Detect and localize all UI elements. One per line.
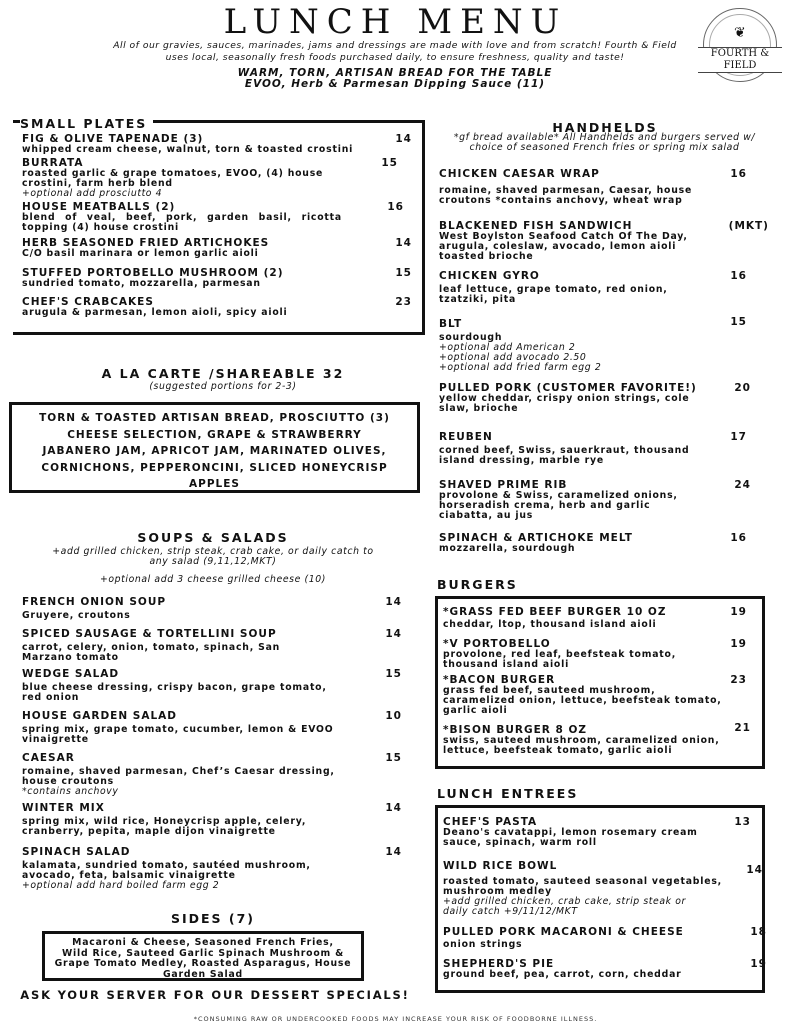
bread-line-2: EVOO, Herb & Parmesan Dipping Sauce (11) <box>244 78 546 90</box>
item-desc: romaine, shaved parmesan, Chef’s Caesar dressing, <box>22 766 335 777</box>
item-desc: swiss, sauteed mushroom, caramelized onion, <box>443 735 720 746</box>
entrees-title: LUNCH ENTREES <box>437 786 579 801</box>
menu-item <box>22 296 412 318</box>
item-desc: corned beef, Swiss, sauerkraut, thousand <box>439 445 690 456</box>
dessert-callout: ASK YOUR SERVER FOR OUR DESSERT SPECIALS! <box>20 988 410 1002</box>
menu-item <box>439 168 769 206</box>
menu-item <box>443 958 767 980</box>
menu-item <box>22 752 402 797</box>
item-name: HOUSE MEATBALLS (2) <box>22 201 176 213</box>
item-price: 17 <box>730 431 747 443</box>
item-desc: spring mix, wild rice, Honeycrisp apple, celery, <box>22 816 307 827</box>
item-desc: sundried tomato, mozzarella, parmesan <box>22 278 261 289</box>
entrees-box <box>435 805 765 993</box>
item-name: BURRATA <box>22 157 84 169</box>
item-desc: spring mix, grape tomato, cucumber, lemon & EVOO <box>22 724 334 735</box>
menu-item <box>22 710 402 745</box>
item-name: FRENCH ONION SOUP <box>22 596 167 608</box>
item-desc: cranberry, pepita, maple dijon vinaigrette <box>22 826 276 837</box>
small-plates-title: SMALL PLATES <box>20 116 153 131</box>
item-desc: toasted brioche <box>439 251 534 262</box>
item-desc: topping (4) house crostini <box>22 222 179 233</box>
item-desc: ground beef, pea, carrot, corn, cheddar <box>443 969 682 980</box>
item-desc: kalamata, sundried tomato, sautéed mushroom, <box>22 860 311 871</box>
menu-item <box>22 596 402 621</box>
menu-item <box>439 532 769 554</box>
menu-item <box>22 668 402 703</box>
item-option: +optional add American 2 <box>439 342 576 353</box>
soups-salads-title: SOUPS & SALADS <box>137 530 289 545</box>
item-desc: onion strings <box>443 939 523 950</box>
a-la-carte-line: TORN & TOASTED ARTISAN BREAD, PROSCIUTTO (3) <box>39 412 390 424</box>
item-name: CAESAR <box>22 752 75 764</box>
a-la-carte-line: CORNICHONS, PEPPERONCINI, SLICED HONEYCRISP <box>41 461 388 474</box>
menu-item <box>443 926 767 950</box>
sprig-icon: ❦ <box>734 25 746 41</box>
sides-line: Macaroni & Cheese, Seasoned French Fries, <box>72 937 334 948</box>
item-price: 14 <box>395 133 412 145</box>
item-name: WINTER MIX <box>22 802 105 814</box>
item-desc: red onion <box>22 692 80 703</box>
item-desc: thousand island aioli <box>443 659 570 670</box>
item-desc: lettuce, beefsteak tomato, garlic aioli <box>443 745 673 756</box>
a-la-carte-box <box>9 402 420 493</box>
item-price: 13 <box>734 816 751 828</box>
item-name: SPINACH SALAD <box>22 846 131 858</box>
menu-item <box>443 860 763 917</box>
item-desc: roasted tomato, sauteed seasonal vegetables, <box>443 876 722 887</box>
item-desc: house croutons <box>22 776 114 787</box>
note-line: any salad (9,11,12,MKT) <box>149 556 277 567</box>
handhelds-title: HANDHELDS <box>552 120 658 135</box>
item-desc: island dressing, marble rye <box>439 455 605 466</box>
item-price: 15 <box>385 668 402 680</box>
item-price: 10 <box>385 710 402 722</box>
menu-item <box>443 816 751 848</box>
handhelds-note <box>422 133 787 153</box>
item-name: *BACON BURGER <box>443 674 556 686</box>
item-desc: whipped cream cheese, walnut, torn & toasted crostini <box>22 144 354 155</box>
item-price: 18 <box>750 926 767 938</box>
item-price: 14 <box>385 628 402 640</box>
item-name: SPICED SAUSAGE & TORTELLINI SOUP <box>22 628 277 640</box>
item-price: 23 <box>395 296 412 308</box>
item-option: +optional add fried farm egg 2 <box>439 362 602 373</box>
item-price: 14 <box>746 864 763 876</box>
item-price: 15 <box>730 316 747 328</box>
item-price: (MKT) <box>728 220 769 232</box>
item-desc: yellow cheddar, crispy onion strings, cole <box>439 393 690 404</box>
item-name: *BISON BURGER 8 OZ <box>443 724 587 736</box>
bread-offer <box>120 68 670 90</box>
item-name: *GRASS FED BEEF BURGER 10 OZ <box>443 606 667 618</box>
item-desc: Gruyere, croutons <box>22 610 131 621</box>
item-desc: Deano's cavatappi, lemon rosemary cream <box>443 827 698 838</box>
sides-line: Garden Salad <box>163 968 243 980</box>
item-price: 16 <box>730 270 747 282</box>
page-title: LUNCH MENU <box>223 2 568 42</box>
menu-item <box>439 270 769 305</box>
item-desc: carrot, celery, onion, tomato, spinach, San <box>22 642 281 653</box>
menu-item <box>439 382 769 414</box>
item-price: 15 <box>381 157 398 169</box>
item-desc: avocado, feta, balsamic vinaigrette <box>22 870 236 881</box>
item-desc: roasted garlic & grape tomatoes, EVOO, (4) house <box>22 168 324 179</box>
item-desc: slaw, brioche <box>439 403 519 414</box>
item-price: 14 <box>385 802 402 814</box>
item-name: CHEF'S PASTA <box>443 816 538 828</box>
item-desc: sauce, spinach, warm roll <box>443 837 597 848</box>
logo-name: FOURTH & FIELD <box>698 47 782 73</box>
menu-item <box>22 157 412 199</box>
item-price: 14 <box>385 846 402 858</box>
menu-item <box>439 318 769 373</box>
item-desc: croutons *contains anchovy, wheat wrap <box>439 195 683 206</box>
menu-item <box>443 674 753 716</box>
menu-item <box>439 431 769 466</box>
note-line: choice of seasoned French fries or spring mix salad <box>469 142 740 153</box>
note-line: +optional add 3 cheese grilled cheese (10) <box>99 574 326 585</box>
item-desc: grass fed beef, sauteed mushroom, <box>443 685 656 696</box>
item-option: +optional add hard boiled farm egg 2 <box>22 880 220 891</box>
item-name: STUFFED PORTOBELLO MUSHROOM (2) <box>22 267 284 279</box>
item-price: 21 <box>734 722 751 734</box>
sides-title: SIDES (7) <box>170 911 256 926</box>
menu-item <box>443 724 753 756</box>
intro-line-2: uses local, seasonally fresh foods purchased daily, to ensure freshness, quality and taste! <box>165 52 625 63</box>
menu-item <box>439 479 769 521</box>
item-desc: arugula, coleslaw, avocado, lemon aioli <box>439 241 677 252</box>
item-price: 15 <box>395 267 412 279</box>
sides-line: Grape Tomato Medley, Roasted Asparagus, House <box>54 958 352 969</box>
item-option: +optional add prosciutto 4 <box>22 188 163 199</box>
menu-item <box>22 846 402 891</box>
item-desc: cheddar, ltop, thousand island aioli <box>443 619 657 630</box>
a-la-carte-line: APPLES <box>189 478 240 490</box>
item-desc: romaine, shaved parmesan, Caesar, house <box>439 185 693 196</box>
sides-box <box>42 931 364 981</box>
note-line: +add grilled chicken, strip steak, crab cake, or daily catch to <box>52 546 374 557</box>
a-la-carte-line: CHEESE SELECTION, GRAPE & STRAWBERRY <box>67 428 362 441</box>
item-name: *V PORTOBELLO <box>443 638 551 650</box>
item-name: CHEF'S CRABCAKES <box>22 296 154 308</box>
item-desc: sourdough <box>439 332 503 343</box>
item-desc: Marzano tomato <box>22 652 119 663</box>
item-name: REUBEN <box>439 431 493 443</box>
intro-text <box>80 40 710 64</box>
item-desc: garlic aioli <box>443 705 508 716</box>
menu-item <box>443 638 753 670</box>
item-price: 19 <box>750 958 767 970</box>
item-name: PULLED PORK MACARONI & CHEESE <box>443 926 684 938</box>
item-price: 20 <box>734 382 751 394</box>
item-name: CHICKEN GYRO <box>439 270 540 282</box>
menu-item <box>439 220 769 262</box>
item-desc: provolone, red leaf, beefsteak tomato, <box>443 649 677 660</box>
item-price: 16 <box>730 168 747 180</box>
item-name: PULLED PORK (CUSTOMER FAVORITE!) <box>439 382 697 394</box>
item-name: FIG & OLIVE TAPENADE (3) <box>22 133 204 145</box>
item-name: SHAVED PRIME RIB <box>439 479 568 491</box>
item-price: 16 <box>730 532 747 544</box>
item-name: CHICKEN CAESAR WRAP <box>439 168 600 180</box>
note-line: *gf bread available* All Handhelds and burgers served w/ <box>453 132 756 143</box>
item-desc: crostini, farm herb blend <box>22 178 173 189</box>
item-price: 19 <box>730 606 747 618</box>
item-name: BLACKENED FISH SANDWICH <box>439 220 633 232</box>
item-name: BLT <box>439 318 463 330</box>
menu-item <box>22 802 402 837</box>
item-price: 19 <box>730 638 747 650</box>
item-name: WEDGE SALAD <box>22 668 120 680</box>
item-desc: mozzarella, sourdough <box>439 543 576 554</box>
item-desc: blue cheese dressing, crispy bacon, grape tomato, <box>22 682 327 693</box>
menu-item <box>22 267 412 289</box>
restaurant-logo <box>703 8 777 82</box>
burgers-box <box>435 596 765 769</box>
item-name: SHEPHERD'S PIE <box>443 958 555 970</box>
item-name: SPINACH & ARTICHOKE MELT <box>439 532 633 544</box>
item-price: 15 <box>385 752 402 764</box>
sides-line: Wild Rice, Sauteed Garlic Spinach Mushroom & <box>61 947 344 959</box>
a-la-carte-subtitle: (suggested portions for 2-3) <box>149 381 297 392</box>
item-desc: C/O basil marinara or lemon garlic aioli <box>22 248 259 259</box>
item-price: 24 <box>734 479 751 491</box>
item-desc: vinaigrette <box>22 734 89 745</box>
soups-salads-note <box>13 547 413 585</box>
menu-item <box>22 237 412 259</box>
menu-item <box>443 606 753 630</box>
item-desc: provolone & Swiss, caramelized onions, <box>439 490 678 501</box>
a-la-carte-line: JABANERO JAM, APRICOT JAM, MARINATED OLIVES, <box>42 445 387 457</box>
item-desc: mushroom medley <box>443 886 552 897</box>
item-desc: horseradish crema, herb and garlic <box>439 500 651 511</box>
foodborne-illness-footnote: *CONSUMING RAW OR UNDERCOOKED FOODS MAY INCREASE YOUR RISK OF FOODBORNE ILLNESS. <box>193 1015 598 1023</box>
a-la-carte-title: A LA CARTE /SHAREABLE 32 <box>101 366 345 381</box>
menu-item <box>22 628 402 663</box>
item-option: daily catch +9/11/12/MKT <box>443 906 578 917</box>
item-price: 14 <box>385 596 402 608</box>
item-desc: arugula & parmesan, lemon aioli, spicy aioli <box>22 307 288 318</box>
item-name: HOUSE GARDEN SALAD <box>22 710 178 722</box>
item-desc: blend of veal, beef, pork, garden basil, ricotta <box>22 212 342 223</box>
burgers-title: BURGERS <box>437 577 518 592</box>
item-desc: caramelized onion, lettuce, beefsteak tomato, <box>443 695 722 706</box>
intro-line-1: All of our gravies, sauces, marinades, jams and dressings are made with love and from scratch! Fourth & Field <box>113 40 677 51</box>
item-price: 23 <box>730 674 747 686</box>
item-option: +optional add avocado 2.50 <box>439 352 587 363</box>
item-price: 16 <box>387 201 404 213</box>
item-option: *contains anchovy <box>22 786 119 797</box>
menu-item <box>22 201 412 233</box>
item-price: 14 <box>395 237 412 249</box>
item-name: HERB SEASONED FRIED ARTICHOKES <box>22 237 270 249</box>
item-option: +add grilled chicken, crab cake, strip steak or <box>443 896 686 907</box>
item-desc: leaf lettuce, grape tomato, red onion, <box>439 284 668 295</box>
item-desc: ciabatta, au jus <box>439 510 534 521</box>
item-desc: tzatziki, pita <box>439 294 517 305</box>
menu-item <box>22 133 412 155</box>
item-desc: West Boylston Seafood Catch Of The Day, <box>439 231 688 242</box>
bread-line-1: WARM, TORN, ARTISAN BREAD FOR THE TABLE <box>237 67 553 79</box>
item-name: WILD RICE BOWL <box>443 860 558 872</box>
